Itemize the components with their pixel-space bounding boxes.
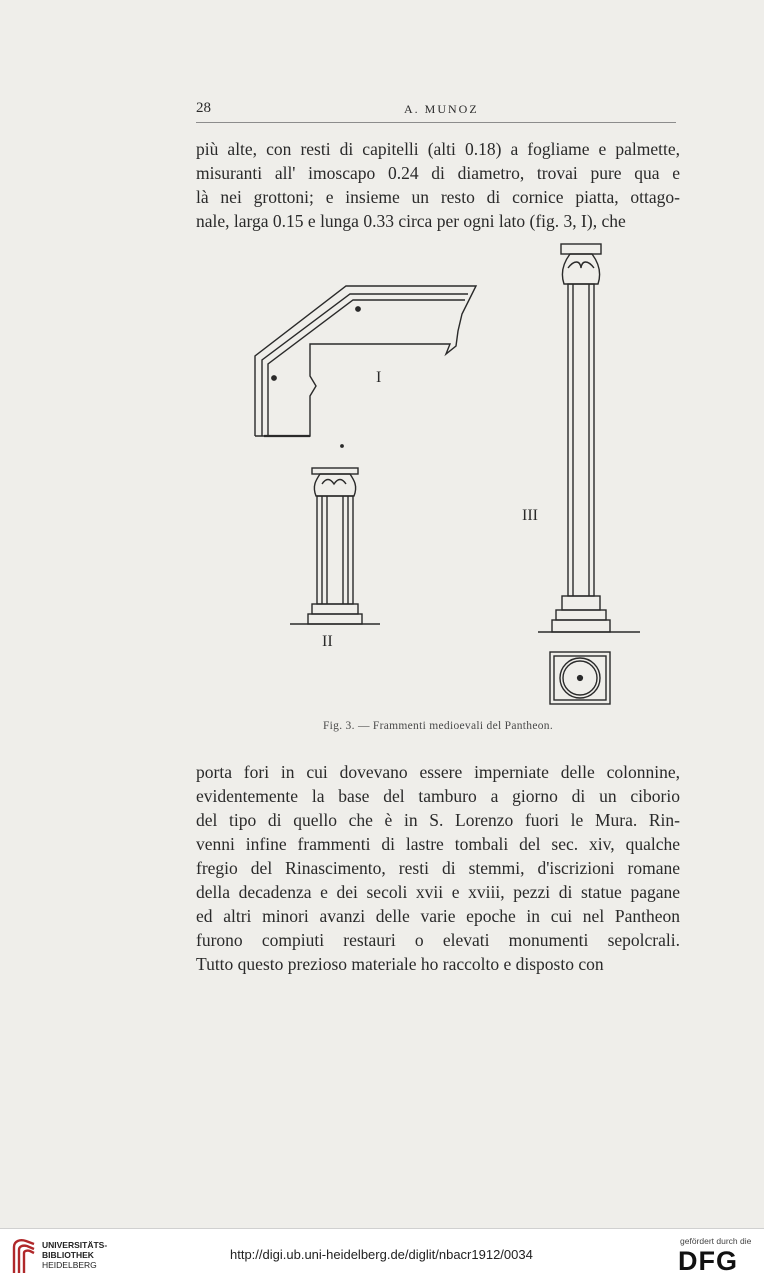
text-line: evidentemente la base del tamburo a giorno di un ciborio [196,786,680,806]
library-name-line: BIBLIOTHEK [42,1250,94,1260]
text-line: venni infine frammenti di lastre tombali del sec. xiv, qualche [196,834,680,854]
text-line: porta fori in cui dovevano essere imperniate delle colonnine, [196,762,680,782]
funding-note: gefördert durch die [680,1236,752,1246]
cornice-fragment [255,286,476,447]
library-logo-icon[interactable] [8,1237,38,1277]
text-line: ed altri minori avanzi delle varie epoche in cui nel Pantheon [196,906,680,926]
label-fragment-2: II [322,633,333,650]
paragraph-1 [196,137,680,233]
dfg-logo[interactable]: DFG [678,1246,738,1276]
library-name-line: HEIDELBERG [42,1260,97,1270]
library-name-line: UNIVERSITÄTS- [42,1240,108,1250]
tall-column-drawing [538,244,640,704]
text-line: Tutto questo prezioso materiale ho raccolto e disposto con [196,954,604,974]
permalink-url[interactable]: http://digi.ub.uni-heidelberg.de/diglit/nbacr1912/0034 [230,1247,533,1262]
text-line: più alte, con resti di capitelli (alti 0.18) a fogliame e palmette, [196,139,680,159]
page-number: 28 [196,100,211,116]
text-line: misuranti all' imoscapo 0.24 di diametro, trovai pure qua e [196,163,680,183]
text-line: là nei grottoni; e insieme un resto di cornice piatta, ottago- [196,187,680,207]
small-column-drawing [290,468,380,624]
figure-caption: Fig. 3. — Frammenti medioevali del Pantheon. [322,720,554,732]
text-line: nale, larga 0.15 e lunga 0.33 circa per ogni lato (fig. 3, I), che [196,211,626,231]
viewer-footer [0,1228,764,1284]
running-head: A. MUNOZ [404,102,479,116]
text-line: della decadenza e dei secoli xvii e xviii, pezzi di statue pagane [196,882,680,902]
paragraph-2 [196,760,680,976]
text-line: furono compiuti restauri o elevati monumenti sepolcrali. [196,930,680,950]
figure-3-drawing [230,236,650,716]
text-line: fregio del Rinascimento, resti di stemmi, d'iscrizioni romane [196,858,680,878]
label-fragment-1: I [376,369,382,386]
page-header [196,100,676,123]
label-fragment-3: III [522,507,538,524]
library-name[interactable] [42,1240,107,1270]
text-line: del tipo di quello che è in S. Lorenzo fuori le Mura. Rin- [196,810,680,830]
